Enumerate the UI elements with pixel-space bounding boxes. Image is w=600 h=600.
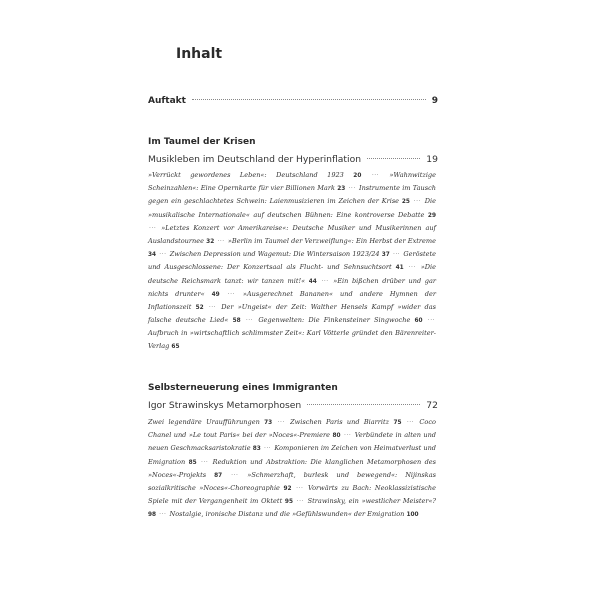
subentry-title: Die »musikalische Internationale« auf deutschen Bühnen: Eine kontroverse Debatte [148,197,436,219]
subentry-title: Geröstete und Ausgeschlossene: Der Konzertsaal als Flucht- und Sehnsuchtsort [148,250,436,272]
subentry-page: 32 [206,239,215,246]
toc-entry-page: 9 [431,96,438,106]
entry-separator [344,432,351,439]
entry-separator [209,304,216,311]
entry-separator [407,419,414,426]
subentry-title: »Letztes Konzert vor Amerikareise«: Deutsche Musiker und Musikerinnen auf Auslandstournee [148,223,436,246]
entry-separator [372,172,379,179]
entry-separator [217,238,224,245]
entry-separator [246,317,253,324]
subentry-page: 98 [148,512,157,519]
subentry-page: 95 [284,499,293,506]
section-entries [148,169,436,353]
subentry-page: 87 [214,472,223,479]
subentry-page: 75 [393,420,402,426]
entry-separator [159,251,166,258]
subentry-title: »Ausgerechnet Bananen« und andere Hymnen der Inflationszeit [148,289,436,312]
section-subtitle: Musikleben im Deutschland der Hyperinflation [148,154,362,165]
subentry-page: 58 [232,318,241,325]
subentry-title: Vorwärts zu Bach: Neoklassizistische Spiele mit der Vergangenheit im Oktett [148,484,436,506]
toc-entry-section-2[interactable] [148,400,438,411]
subentry-title: »Schmerzhaft, burlesk und bewegend«: Nijinskas sozialkritische »Noces«-Choreographie [148,470,436,493]
subentry-page: 37 [381,252,390,259]
subentry-title: Coco Chanel und »Le tout Paris« bei der »Noces«-Premiere [148,418,436,440]
toc-subentry[interactable] [290,418,401,426]
dot-leader [367,158,420,159]
entry-separator [428,317,435,324]
entry-separator [201,459,208,466]
subentry-title: Nostalgie, ironische Distanz und die »Gefühlswunden« der Emigration [169,510,405,519]
section-page: 19 [426,154,438,165]
toc-subentry[interactable] [148,329,436,349]
entry-separator [149,225,156,232]
subentry-title: Gegenwelten: Die Finkensteiner Singwoche [258,316,411,325]
subentry-page: 92 [283,486,292,493]
subentry-page: 80 [332,433,341,440]
entry-separator [228,291,235,298]
subentry-page: 25 [401,199,410,206]
subentry-page: 29 [427,212,436,219]
toc-subentry[interactable] [170,250,390,258]
subentry-page: 52 [195,305,204,312]
subentry-title: Aufbruch in »wirtschaftlich schlimmster Zeit«: Karl Vötterle gründet den Bärenreiter-Verlag [148,329,436,350]
entry-separator [159,511,166,518]
subentry-title: »Verrückt gewordenes Leben«: Deutschland 1923 [148,171,344,179]
subentry-page: 73 [264,420,273,426]
subentry-title: Komponieren im Zeichen von Heimatverlust und Emigration [148,444,436,466]
subentry-title: »Wahnwitzige Scheinzahlen«: Eine Opernkarte für vier Billionen Mark [148,171,436,193]
subentry-title: Reduktion und Abstraktion: Die klanglichen Metamorphosen des »Noces«-Projekts [148,457,436,479]
section-title: Selbsterneuerung eines Immigranten [148,383,338,393]
subentry-page: 60 [414,318,423,325]
dot-leader [307,404,420,405]
toc-entry-section-1[interactable] [148,154,438,165]
subentry-title: Zwei legendäre Uraufführungen [148,418,260,426]
toc-entry-label: Auftakt [148,96,186,106]
entry-separator [278,419,285,426]
toc-subentry[interactable] [258,316,422,324]
subentry-title: Zwischen Depression und Wagemut: Die Wintersaison 1923/24 [169,250,380,259]
subentry-title: Strawinsky, ein »westlicher Meister«? [307,497,436,506]
subentry-page: 65 [171,343,180,350]
toc-subentry[interactable] [148,171,361,179]
subentry-page: 41 [395,265,404,272]
subentry-page: 20 [353,173,362,179]
page-title: Inhalt [176,46,223,62]
subentry-page: 83 [252,446,261,453]
entry-separator [349,185,356,192]
subentry-page: 34 [148,252,157,259]
entry-separator [393,251,400,258]
entry-separator [231,472,238,479]
subentry-page: 100 [406,512,419,519]
section-entries [148,416,436,522]
section-title: Im Taumel der Krisen [148,137,256,147]
section-subtitle: Igor Strawinskys Metamorphosen [148,400,302,411]
subentry-title: »Berlin im Taumel der Verzweiflung«: Ein Herbst der Extreme [227,237,436,246]
subentry-page: 44 [308,278,317,285]
entry-separator [297,498,304,505]
subentry-title: »Die deutsche Reichsmark tanzt: wir tanzen mit!« [148,263,436,285]
entry-separator [296,485,303,492]
toc-subentry[interactable] [148,418,272,426]
subentry-page: 85 [188,459,197,466]
subentry-page: 49 [211,291,220,298]
subentry-title: Instrumente im Tausch gegen ein geschlachtetes Schwein: Laienmusizieren im Zeichen der Krise [148,184,436,206]
entry-separator [414,198,421,205]
toc-subentry[interactable] [170,510,419,518]
entry-separator [409,264,416,271]
section-page: 72 [426,400,438,411]
entry-separator [264,445,271,452]
toc-entry-auftakt[interactable] [148,96,438,106]
subentry-title: Zwischen Paris und Biarritz [290,418,390,426]
subentry-title: Der »Ungeist« der Zeit: Walther Hensels Kampf »wider das falsche deutsche Lied« [148,303,436,325]
subentry-title: »Ein bißchen drüber und gar nichts drunter« [148,276,436,298]
dot-leader [192,99,426,100]
subentry-page: 23 [337,186,346,193]
entry-separator [321,278,328,285]
subentry-title: Verbündete in alten und neuen Geschmacksaristokratie [148,431,436,453]
